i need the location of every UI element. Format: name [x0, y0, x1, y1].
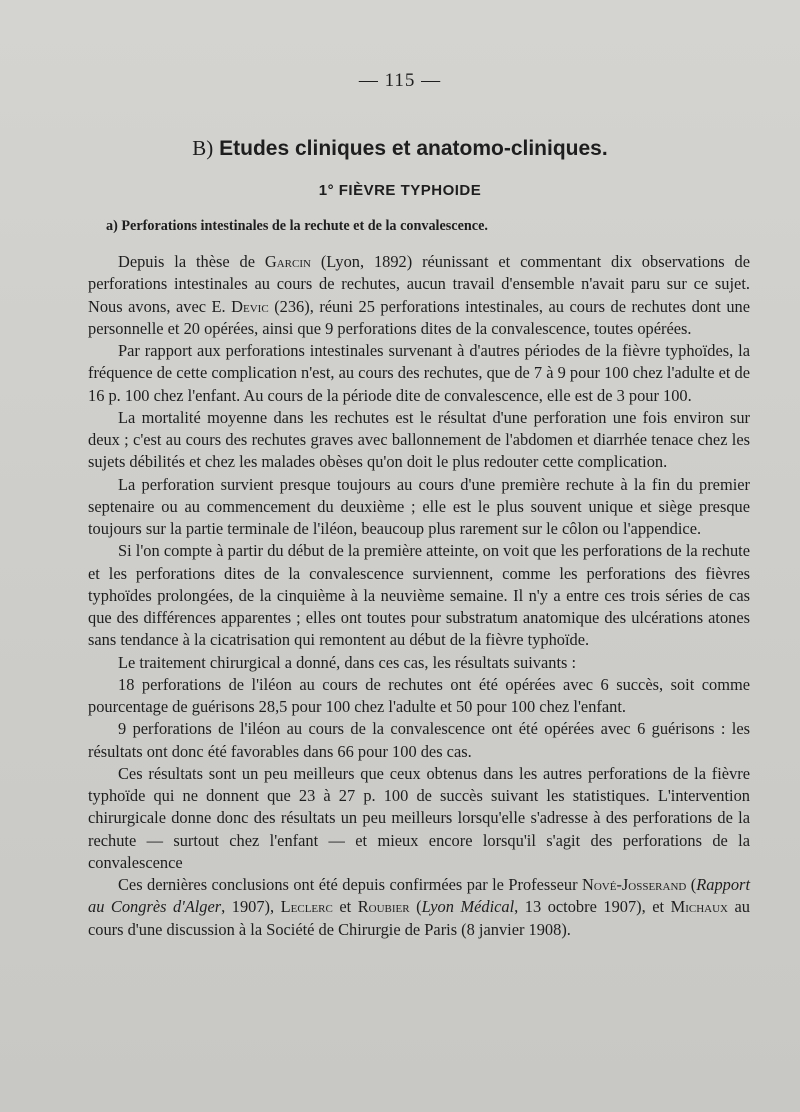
text-run: Ces dernières conclusions ont été depuis confirmées par le Professeur	[118, 875, 582, 894]
chapter-title: 1° FIÈVRE TYPHOIDE	[318, 182, 482, 199]
subheading: a) Perforations intestinales de la rechute et de la convalescence.	[106, 218, 488, 234]
section-title	[0, 136, 800, 161]
text-run: (236), réuni 25 perforations intestinales, au cours de rechutes dont une personnelle et 20 opérées, ainsi que 9 perforations dites de la convalescence, toutes opérées.	[88, 296, 750, 338]
paragraph-7: 18 perforations de l'iléon au cours de rechutes ont été opérées avec 6 succès, soit comme pourcentage de guérisons 28,5 pour 100 chez l'adulte et 50 pour 100 chez l'enfant.	[88, 674, 750, 716]
section-title-text: Etudes cliniques et anatomo-cliniques.	[219, 137, 608, 160]
author-name: Devic	[231, 296, 269, 316]
text-run: Depuis la thèse de	[118, 252, 265, 271]
paragraph-2: Par rapport aux perforations intestinales survenant à d'autres périodes de la fièvre typhoïdes, la fréquence de cette complication n'est, au cours des rechutes, que de 7 à 9 pour 100 chez l'adulte et de 16 p. 100 chez l'enfant. Au cours de la période dite de convalescence, elle est de 3 pour 100.	[88, 341, 750, 405]
paragraph-9: Ces résultats sont un peu meilleurs que ceux obtenus dans les autres perforations de la fièvre typhoïde qui ne donnent que 23 à 27 p. 100 de succès suivant les statistiques. L'intervention chirurgicale donne donc des résultats un peu meilleurs lorsqu'elle s'adresse à des perforations de la rechute — surtout chez l'enfant — et mieux encore lorsqu'il s'agit des perforations de la convalescence	[88, 763, 750, 872]
page-number: — 115 —	[358, 70, 442, 91]
author-name: Nové-Josserand	[582, 875, 687, 894]
citation-title: Rapport au Congrès d'Alger	[88, 875, 750, 917]
author-name: Roubier	[357, 897, 410, 917]
paragraph-3: La mortalité moyenne dans les rechutes est le résultat d'une perforation une fois environ sur deux ; c'est au cours des rechutes graves avec ballonnement de l'abdomen et diarrhée tenace chez les sujets débilités et chez les malades obèses qu'on doit le plus redouter cette complication.	[88, 407, 750, 472]
paragraph-4: La perforation survient presque toujours au cours d'une première rechute à la fin du premier septenaire ou au commencement du deuxième ; elle est le plus souvent unique et siège presque toujours sur la partie terminale de l'iléon, beaucoup plus rarement sur le côlon ou l'appendice.	[88, 474, 750, 538]
paragraph-8: 9 perforations de l'iléon au cours de la convalescence ont été opérées avec 6 guérisons : les résultats ont donc été favorables dans 66 pour 100 des cas.	[88, 719, 750, 761]
text-run: et	[332, 897, 358, 917]
paragraph-5: Si l'on compte à partir du début de la première atteinte, on voit que les perforations de la rechute et les perforations dites de la convalescence surviennent, comme les perforations des fièvres typhoïdes prolongées, de la cinquième à la neuvième semaine. Il n'y a entre ces trois séries de cas que des différences apparentes ; elles ont toutes pour substratum anatomique des ulcérations atones sans tendance à la cicatrisation qui remontent au début de la fièvre typhoïde.	[88, 541, 750, 650]
paragraph-1	[88, 251, 750, 340]
text-run: (	[686, 875, 697, 894]
text-run: , 1907),	[221, 897, 281, 917]
section-letter: B)	[192, 136, 214, 160]
author-name: Garcin	[264, 252, 311, 271]
paragraph-10	[88, 874, 750, 941]
citation-title: Lyon Médical	[421, 897, 515, 917]
text-run: au cours d'une discussion à la Société de Chirurgie de Paris (8 janvier 1908).	[88, 897, 750, 939]
author-name: Leclerc	[280, 897, 333, 917]
text-run: (	[409, 897, 422, 917]
text-run: (Lyon, 1892) réunissant et commentant dix observations de perforations intestinales au cours de rechutes, aucun travail d'ensemble n'avait paru sur ce sujet. Nous avons, avec E.	[88, 252, 750, 316]
paragraph-6: Le traitement chirurgical a donné, dans ces cas, les résultats suivants :	[118, 652, 577, 672]
author-name: Michaux	[670, 897, 728, 917]
body-text	[88, 251, 750, 941]
text-run: , 13 octobre 1907), et	[514, 897, 671, 917]
